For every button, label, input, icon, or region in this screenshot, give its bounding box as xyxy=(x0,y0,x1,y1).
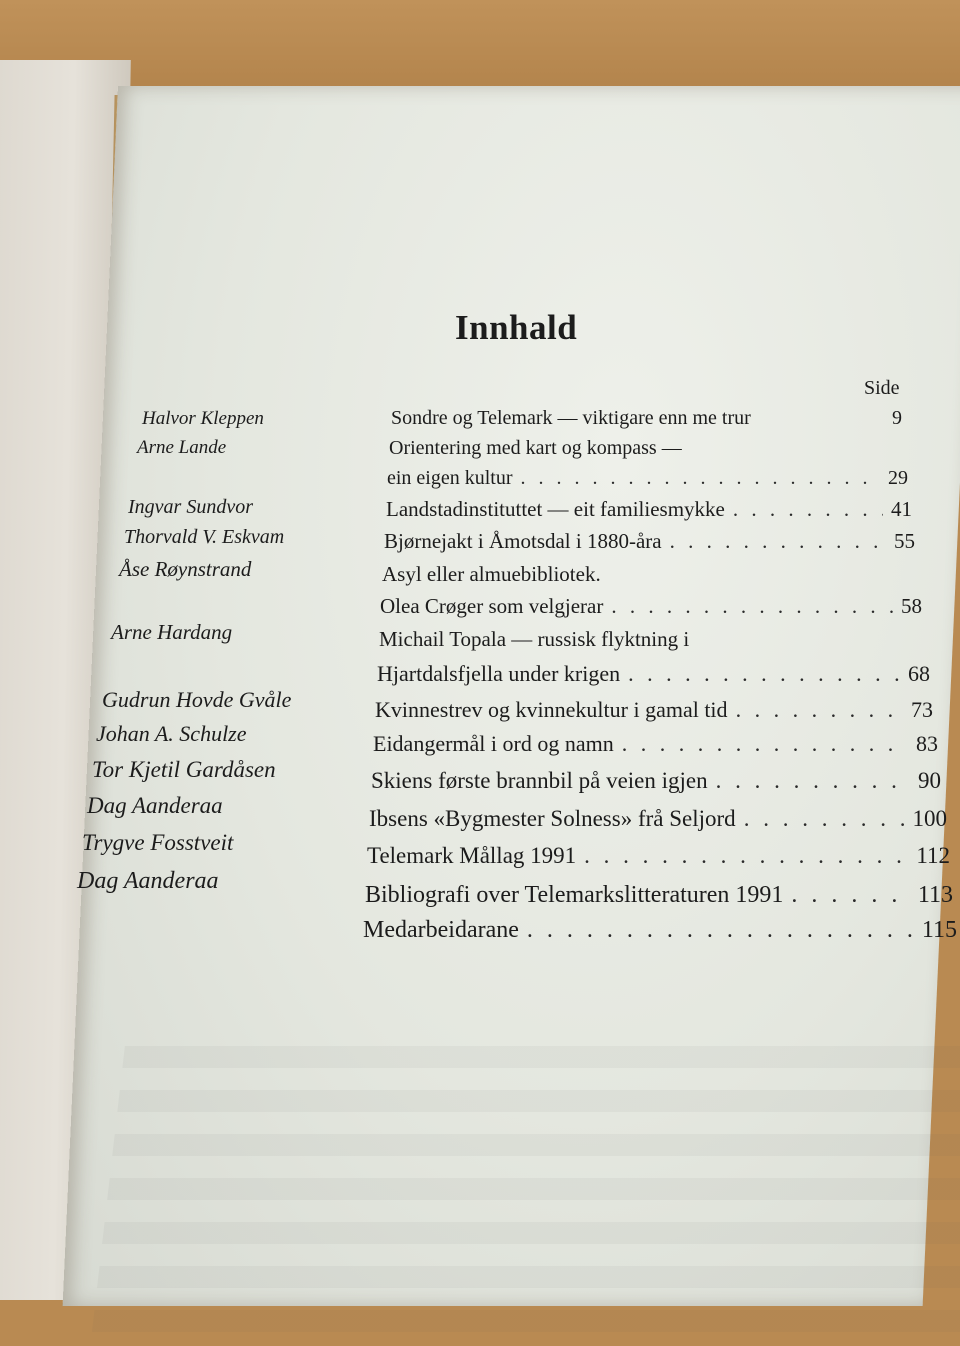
entry-title: Kvinnestrev og kvinnekultur i gamal tid xyxy=(375,697,728,722)
entry-author: Åse Røynstrand xyxy=(119,557,252,581)
entry-title: Ibsens «Bygmester Solness» frå Seljord xyxy=(369,806,736,831)
toc-entry xyxy=(377,661,930,687)
entry-page-number: 113 xyxy=(917,882,953,908)
page-title: Innhald xyxy=(455,308,578,347)
dot-leader xyxy=(628,661,900,687)
toc-entry xyxy=(384,529,915,554)
dot-leader xyxy=(670,529,886,554)
toc-entry xyxy=(367,843,950,869)
entry-author: Thorvald V. Eskvam xyxy=(124,526,285,548)
dot-leader xyxy=(611,594,893,619)
dot-leader xyxy=(736,697,903,723)
dot-leader xyxy=(744,806,905,832)
toc-entry xyxy=(373,731,938,757)
dot-leader xyxy=(733,497,883,522)
entry-title-line: Orientering med kart og kompass — xyxy=(389,437,682,459)
dot-leader xyxy=(791,882,909,909)
entry-page-number: 68 xyxy=(908,661,930,686)
entry-title: Landstadinstituttet — eit familiesmykke xyxy=(386,497,725,521)
toc-entry xyxy=(365,882,953,909)
entry-page-number: 58 xyxy=(901,594,922,618)
entry-author: Gudrun Hovde Gvåle xyxy=(102,687,292,712)
toc-entry xyxy=(387,467,908,490)
entry-page-number: 29 xyxy=(888,467,908,489)
entry-page-number: 73 xyxy=(911,697,933,722)
toc-entry xyxy=(391,407,902,430)
page-column-label: Side xyxy=(864,377,900,399)
entry-title-line: Michail Topala — russisk flyktning i xyxy=(379,627,690,651)
entry-title: ein eigen kultur xyxy=(387,467,513,489)
entry-page-number: 112 xyxy=(916,843,950,868)
entry-title: Olea Crøger som velgjerar xyxy=(380,594,604,618)
dot-leader xyxy=(584,843,908,869)
toc-entry xyxy=(371,768,941,794)
entry-title: Bibliografi over Telemarkslitteraturen 1991 xyxy=(365,882,784,908)
toc-entry xyxy=(363,917,957,944)
dot-leader xyxy=(521,467,880,490)
entry-page-number: 100 xyxy=(912,806,947,831)
entry-page-number: 115 xyxy=(921,917,957,943)
entry-page-number: 90 xyxy=(918,768,941,793)
toc-entry xyxy=(386,497,912,522)
entry-author: Dag Aanderaa xyxy=(87,793,223,818)
dot-leader xyxy=(622,731,908,757)
entry-page-number: 55 xyxy=(894,529,915,553)
entry-title: Skiens første brannbil på veien igjen xyxy=(371,768,708,793)
entry-title: Eidangermål i ord og namn xyxy=(373,731,614,756)
entry-title: Hjartdalsfjella under krigen xyxy=(377,661,621,686)
entry-title: Medarbeidarane xyxy=(363,917,519,943)
entry-author: Tor Kjetil Gardåsen xyxy=(92,757,276,782)
entry-author: Halvor Kleppen xyxy=(142,408,264,429)
entry-title: Bjørnejakt i Åmotsdal i 1880-åra xyxy=(384,529,662,553)
entry-title: Telemark Mållag 1991 xyxy=(367,843,577,868)
toc-entry xyxy=(375,697,933,723)
entry-title-line: Asyl eller almuebibliotek. xyxy=(382,562,601,586)
toc-entry xyxy=(380,594,922,619)
entry-author: Trygve Fosstveit xyxy=(82,830,234,855)
dot-leader xyxy=(527,917,914,944)
entry-author: Johan A. Schulze xyxy=(96,721,247,746)
entry-title: Sondre og Telemark — viktigare enn me trur xyxy=(391,407,751,429)
entry-page-number: 41 xyxy=(891,497,912,521)
entry-author: Dag Aanderaa xyxy=(77,868,219,894)
toc-entry xyxy=(369,806,947,832)
dot-leader xyxy=(716,768,910,794)
entry-page-number: 9 xyxy=(892,407,902,429)
entry-author: Ingvar Sundvor xyxy=(128,496,253,518)
entry-page-number: 83 xyxy=(916,731,938,756)
entry-author: Arne Lande xyxy=(137,437,227,458)
entry-author: Arne Hardang xyxy=(111,620,233,644)
